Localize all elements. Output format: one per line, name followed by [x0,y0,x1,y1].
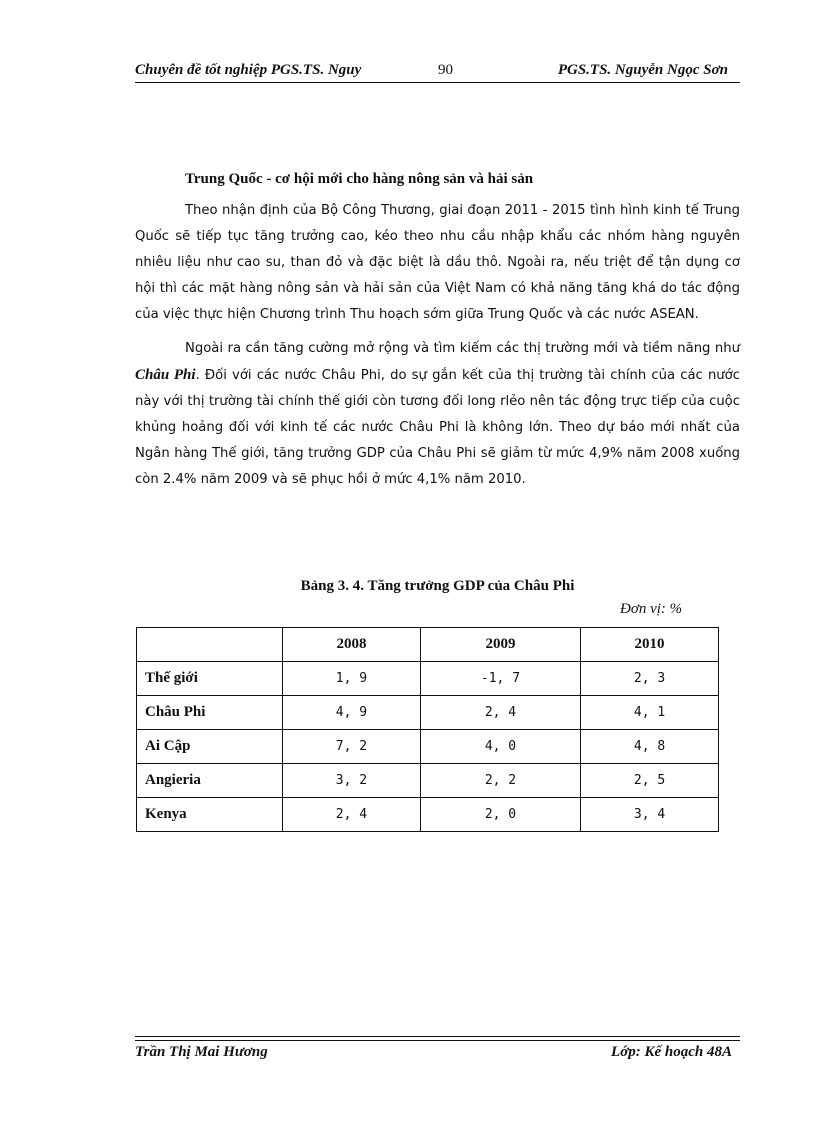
table-row [137,730,719,764]
table-row [137,696,719,730]
table-cell: -1, 7 [420,662,580,696]
row-label: Châu Phi [137,696,283,730]
table-cell: 3, 4 [581,798,719,832]
table-cell: 4, 1 [581,696,719,730]
paragraph-2-before: Ngoài ra cần tăng cường mở rộng và tìm kiếm các thị trường mới và tiềm năng như [185,341,740,356]
table-cell: 4, 8 [581,730,719,764]
gdp-table [136,627,719,832]
header-rule [135,82,740,83]
page-number: 90 [438,62,453,78]
table-cell: 3, 2 [283,764,421,798]
body-content [135,168,740,501]
page-header [135,58,740,84]
table-cell: 2, 0 [420,798,580,832]
footer-rule [135,1036,740,1037]
table-cell: 7, 2 [283,730,421,764]
row-label: Angieria [137,764,283,798]
column-header: 2009 [420,628,580,662]
header-right-text: PGS.TS. Nguyễn Ngọc Sơn [557,62,728,78]
page-footer [135,1044,740,1068]
paragraph-2-emphasis: Châu Phi [135,367,196,383]
paragraph-2-after: . Đối với các nước Châu Phi, do sự gắn kết của thị trường tài chính của các nước này với thị trường tài chính thế giới còn tương đối long rlẻo nên tác động trực tiếp của cuộc khủng hoảng đối với kinh tế các nước Châu Phi là không lớn. Theo dự báo mới nhất của Ngân hàng Thế giới, tăng trưởng GDP của Châu Phi sẽ giảm từ mức 4,9% năm 2008 xuống còn 2.4% năm 2009 và sẽ phục hồi ở mức 4,1% năm 2010. [135,368,740,487]
footer-rule-thin [135,1040,740,1041]
table-cell: 2, 3 [581,662,719,696]
table-unit: Đơn vị: % [620,601,683,617]
table-cell: 4, 9 [283,696,421,730]
row-label: Ai Cập [137,730,283,764]
table-title: Bảng 3. 4. Tăng trưởng GDP của Châu Phi [300,578,575,594]
header-left-text: Chuyên đề tốt nghiệp PGS.TS. Nguy [135,62,362,78]
paragraph-2 [135,336,740,493]
footer-class: Lớp: Kế hoạch 48A [611,1044,732,1060]
table-cell: 2, 4 [283,798,421,832]
table-header-row [137,628,719,662]
table-cell: 4, 0 [420,730,580,764]
column-header: 2008 [283,628,421,662]
column-header [137,628,283,662]
table-row [137,764,719,798]
table-row [137,662,719,696]
column-header: 2010 [581,628,719,662]
table-cell: 2, 5 [581,764,719,798]
row-label: Thế giới [137,662,283,696]
section-heading: Trung Quốc - cơ hội mới cho hàng nông sản và hải sản [185,171,534,187]
table-row [137,798,719,832]
row-label: Kenya [137,798,283,832]
paragraph-1: Theo nhận định của Bộ Công Thương, giai đoạn 2011 - 2015 tình hình kinh tế Trung Quốc sẽ tiếp tục tăng trưởng cao, kéo theo nhu cầu nhập khẩu các nhóm hàng nguyên nhiêu liệu như cao su, than đỏ và đặc biệt là dầu thô. Ngoài ra, nếu triệt để tận dụng cơ hội thì các mặt hàng nông sản và hải sản của Việt Nam có khả năng tăng khá do tác động của việc thực hiện Chương trình Thu hoạch sớm giữa Trung Quốc và các nước ASEAN. [135,203,740,322]
table-cell: 2, 4 [420,696,580,730]
table-cell: 1, 9 [283,662,421,696]
footer-author: Trần Thị Mai Hương [135,1044,268,1060]
table-cell: 2, 2 [420,764,580,798]
